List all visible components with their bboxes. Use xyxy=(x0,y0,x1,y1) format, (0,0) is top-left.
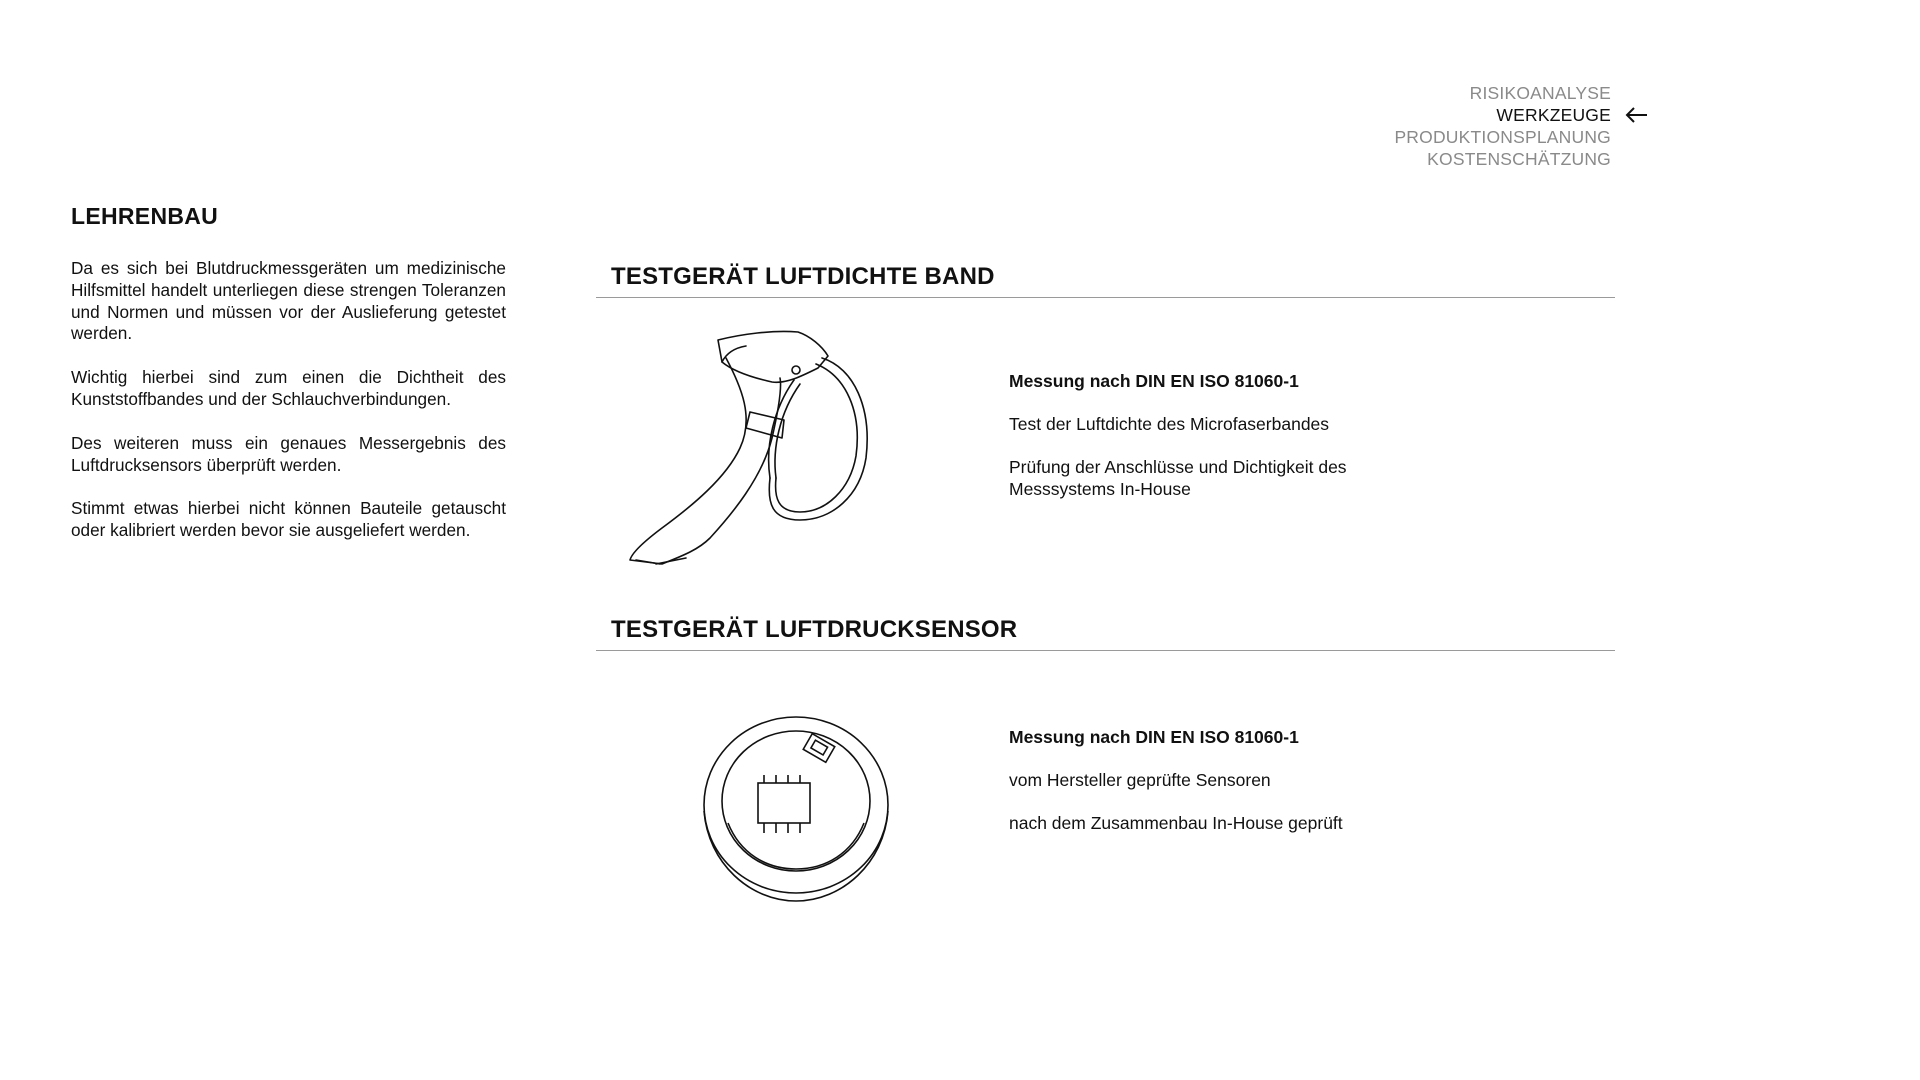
arrow-left-icon xyxy=(1625,106,1649,124)
nav-item-risikoanalyse[interactable]: RISIKOANALYSE xyxy=(1469,83,1611,103)
norm-heading: Messung nach DIN EN ISO 81060-1 xyxy=(1009,727,1299,747)
description-line: Test der Luftdichte des Microfaserbandes xyxy=(1009,414,1330,434)
pressure-sensor-icon xyxy=(700,713,892,905)
section-band-tester xyxy=(596,263,1615,583)
description-line: Prüfung der Anschlüsse und Dichtigkeit des Messsystems In-House xyxy=(1009,457,1347,499)
nav-item-label: WERKZEUGE xyxy=(1496,105,1611,125)
intro-paragraph: Wichtig hierbei sind zum einen die Dichtheit des Kunststoffbandes und der Schlauchverbindungen. xyxy=(71,367,506,409)
wrist-band-icon xyxy=(622,328,884,576)
section-description xyxy=(1009,370,1409,521)
section-title: TESTGERÄT LUFTDRUCKSENSOR xyxy=(596,616,1615,651)
nav-item-werkzeuge[interactable] xyxy=(1394,104,1611,126)
nav-item-produktionsplanung[interactable]: PRODUKTIONSPLANUNG xyxy=(1394,127,1611,147)
intro-paragraph: Des weiteren muss ein genaues Messergebnis des Luftdrucksensors überprüft werden. xyxy=(71,432,506,475)
intro-paragraph: Stimmt etwas hierbei nicht können Bauteile getauscht oder kalibriert werden bevor sie ausgeliefert werden. xyxy=(71,498,506,541)
nav-item-kostenschaetzung[interactable]: KOSTENSCHÄTZUNG xyxy=(1427,149,1611,169)
page-title: LEHRENBAU xyxy=(71,203,219,229)
description-line: vom Hersteller geprüfte Sensoren xyxy=(1009,770,1271,790)
norm-heading: Messung nach DIN EN ISO 81060-1 xyxy=(1009,371,1299,391)
intro-column xyxy=(71,203,506,564)
section-sensor-tester xyxy=(596,616,1615,926)
section-nav xyxy=(1394,82,1611,170)
intro-paragraph: Da es sich bei Blutdruckmessgeräten um medizinische Hilfsmittel handelt unterliegen diese strengen Toleranzen und Normen und müssen vor der Auslieferung getestet werden. xyxy=(71,258,506,344)
description-line: nach dem Zusammenbau In-House geprüft xyxy=(1009,813,1343,833)
section-title: TESTGERÄT LUFTDICHTE BAND xyxy=(596,263,1615,298)
section-description xyxy=(1009,726,1409,855)
